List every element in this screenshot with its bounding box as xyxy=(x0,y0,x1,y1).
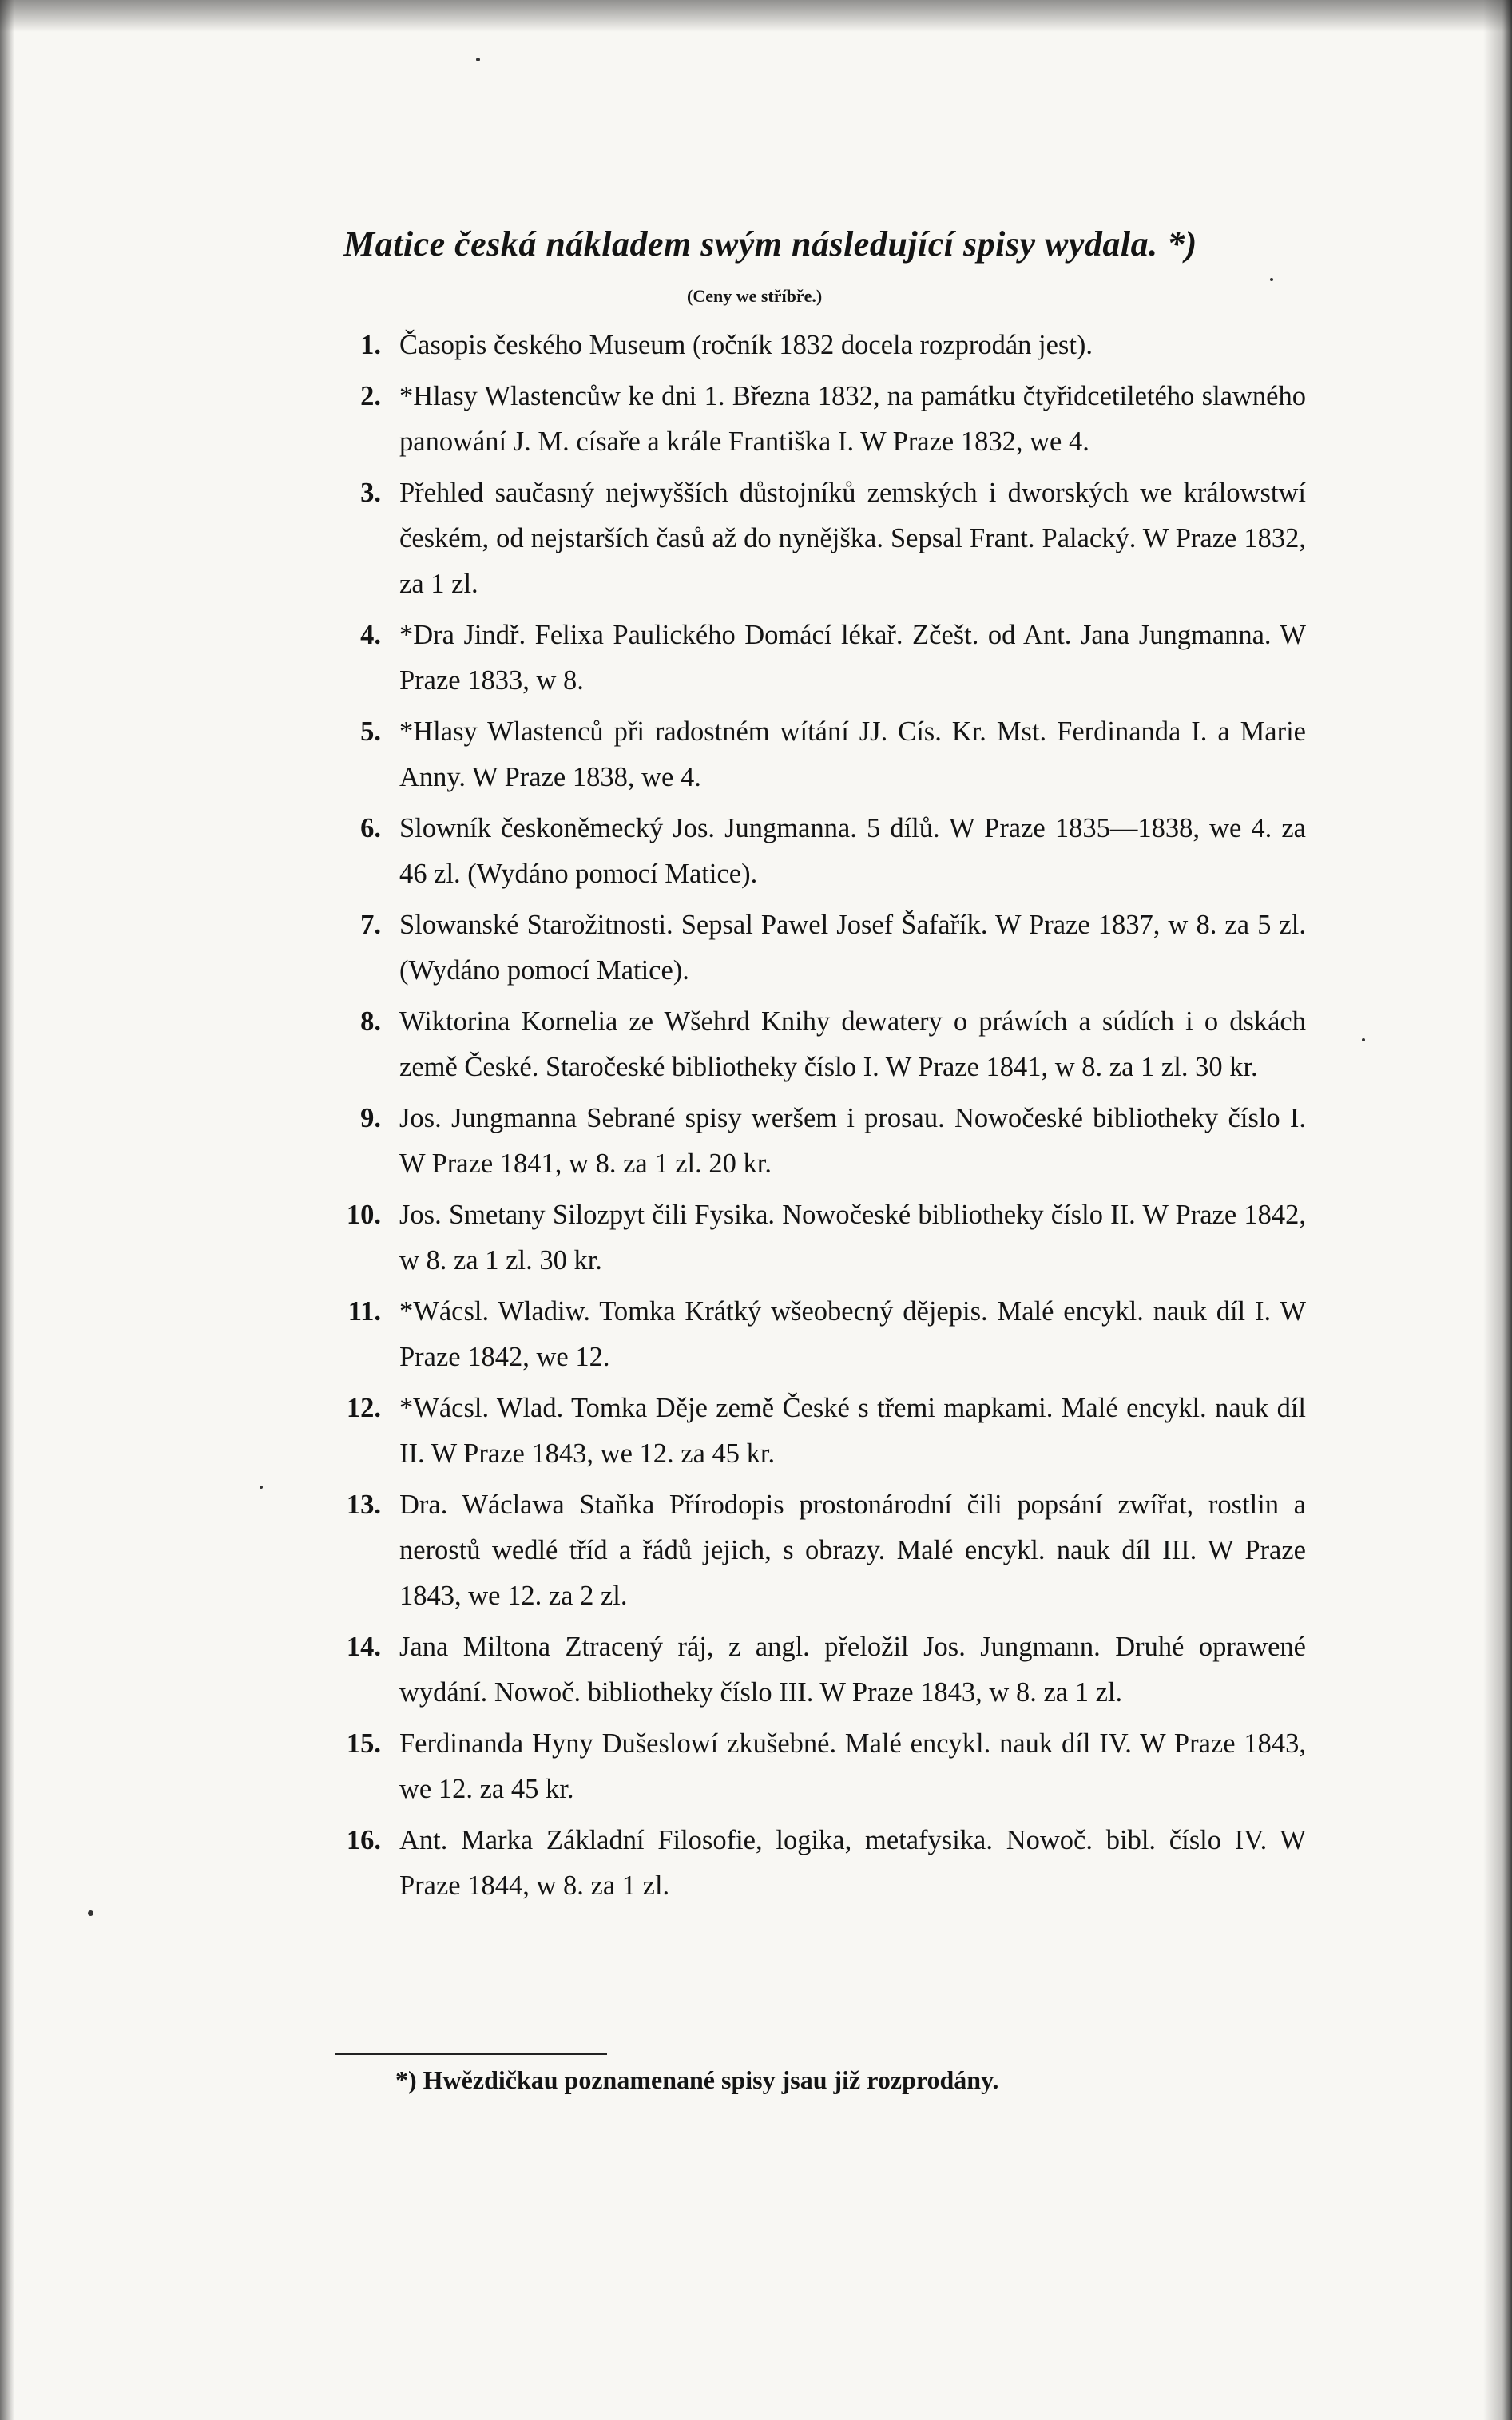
entry-number: 12. xyxy=(346,1393,381,1423)
entry-text: Ant. Marka Základní Filosofie, logika, metafysika. Nowoč. bibl. číslo IV. W Praze 1844, w 8. za 1 zl. xyxy=(399,1825,1306,1901)
footnote: *) Hwězdičkau poznamenané spisy jsau již rozprodány. xyxy=(395,2065,999,2094)
page-edge-right xyxy=(1483,0,1512,2420)
entry-text: *Hlasy Wlastencůw ke dni 1. Března 1832, na památku čtyřidcetiletého slawného panowání J. M. císaře a krále Františka I. W Praze 1832, we 4. xyxy=(399,381,1306,457)
entry-number: 15. xyxy=(346,1728,381,1759)
entry-text: Wiktorina Kornelia ze Wšehrd Knihy dewatery o práwích a súdích i o dskách země České. Staročeské bibliotheky číslo I. W Praze 1841, w 8. za 1 zl. 30 kr. xyxy=(399,1006,1306,1082)
list-item xyxy=(323,1386,1306,1477)
page-subtitle: (Ceny we stříbře.) xyxy=(687,286,823,306)
entry-number: 7. xyxy=(360,910,381,940)
list-item xyxy=(323,709,1306,800)
entry-text: Časopis českého Museum (ročník 1832 docela rozprodán jest). xyxy=(399,330,1093,360)
entry-text: Přehled saučasný nejwyšších důstojníků zemských i dworských we králowstwí českém, od nejstarších časů až do nynějška. Sepsal Frant. Palacký. W Praze 1832, za 1 zl. xyxy=(399,478,1306,599)
list-item xyxy=(323,323,1306,368)
entry-number: 1. xyxy=(360,330,381,360)
list-item xyxy=(323,1096,1306,1187)
publication-list xyxy=(323,323,1306,1914)
entry-text: *Wácsl. Wlad. Tomka Děje země České s třemi mapkami. Malé encykl. nauk díl II. W Praze 1843, we 12. za 45 kr. xyxy=(399,1393,1306,1469)
entry-number: 6. xyxy=(360,813,381,843)
entry-text: Ferdinanda Hyny Dušeslowí zkušebné. Malé encykl. nauk díl IV. W Praze 1843, we 12. za 45 kr. xyxy=(399,1728,1306,1804)
list-item xyxy=(323,470,1306,607)
list-item xyxy=(323,1192,1306,1283)
entry-text: Jos. Smetany Silozpyt čili Fysika. Nowočeské bibliotheky číslo II. W Praze 1842, w 8. za 1 zl. 30 kr. xyxy=(399,1200,1306,1275)
list-item xyxy=(323,1482,1306,1619)
scan-speck xyxy=(88,1910,93,1916)
entry-text: *Wácsl. Wladiw. Tomka Krátký wšeobecný dějepis. Malé encykl. nauk díl I. W Praze 1842, we 12. xyxy=(399,1296,1306,1372)
list-item xyxy=(323,1721,1306,1812)
page-edge-left xyxy=(0,0,14,2420)
scan-speck xyxy=(1270,278,1273,281)
entry-text: Jana Miltona Ztracený ráj, z angl. přeložil Jos. Jungmann. Druhé oprawené wydání. Nowoč. bibliotheky číslo III. W Praze 1843, w 8. za 1 zl. xyxy=(399,1632,1306,1708)
entry-number: 14. xyxy=(346,1632,381,1662)
entry-number: 11. xyxy=(347,1296,381,1327)
entry-number: 10. xyxy=(346,1200,381,1230)
entry-text: Jos. Jungmanna Sebrané spisy weršem i prosau. Nowočeské bibliotheky číslo I. W Praze 1841, w 8. za 1 zl. 20 kr. xyxy=(399,1103,1306,1179)
list-item xyxy=(323,806,1306,897)
list-item xyxy=(323,613,1306,704)
list-item xyxy=(323,374,1306,465)
entry-number: 16. xyxy=(346,1825,381,1855)
list-item xyxy=(323,1289,1306,1380)
entry-number: 3. xyxy=(360,478,381,508)
scan-speck xyxy=(476,58,480,61)
list-item xyxy=(323,1625,1306,1716)
entry-number: 4. xyxy=(360,620,381,650)
entry-text: *Dra Jindř. Felixa Paulického Domácí lékař. Zčešt. od Ant. Jana Jungmanna. W Praze 1833, w 8. xyxy=(399,620,1306,696)
scan-speck xyxy=(1362,1038,1365,1041)
entry-text: Slowanské Starožitnosti. Sepsal Pawel Josef Šafařík. W Praze 1837, w 8. za 5 zl. (Wydáno pomocí Matice). xyxy=(399,910,1306,986)
entry-text: *Hlasy Wlastenců při radostném wítání JJ. Cís. Kr. Mst. Ferdinanda I. a Marie Anny. W Praze 1838, we 4. xyxy=(399,716,1306,792)
page-title: Matice česká nákladem swým následující spisy wydala. *) xyxy=(343,224,1197,264)
entry-number: 9. xyxy=(360,1103,381,1133)
entry-text: Slowník českoněmecký Jos. Jungmanna. 5 dílů. W Praze 1835—1838, we 4. za 46 zl. (Wydáno pomocí Matice). xyxy=(399,813,1306,889)
entry-number: 2. xyxy=(360,381,381,411)
list-item xyxy=(323,1818,1306,1909)
entry-number: 13. xyxy=(346,1490,381,1520)
entry-text: Dra. Wáclawa Staňka Přírodopis prostonárodní čili popsání zwířat, rostlin a nerostů wedlé tříd a řádů jejich, s obrazy. Malé encykl. nauk díl III. W Praze 1843, we 12. za 2 zl. xyxy=(399,1490,1306,1611)
footnote-divider xyxy=(335,2053,607,2055)
list-item xyxy=(323,903,1306,994)
entry-number: 8. xyxy=(360,1006,381,1037)
scan-speck xyxy=(260,1486,263,1489)
entry-number: 5. xyxy=(360,716,381,747)
list-item xyxy=(323,999,1306,1090)
page-edge-top xyxy=(0,0,1512,32)
